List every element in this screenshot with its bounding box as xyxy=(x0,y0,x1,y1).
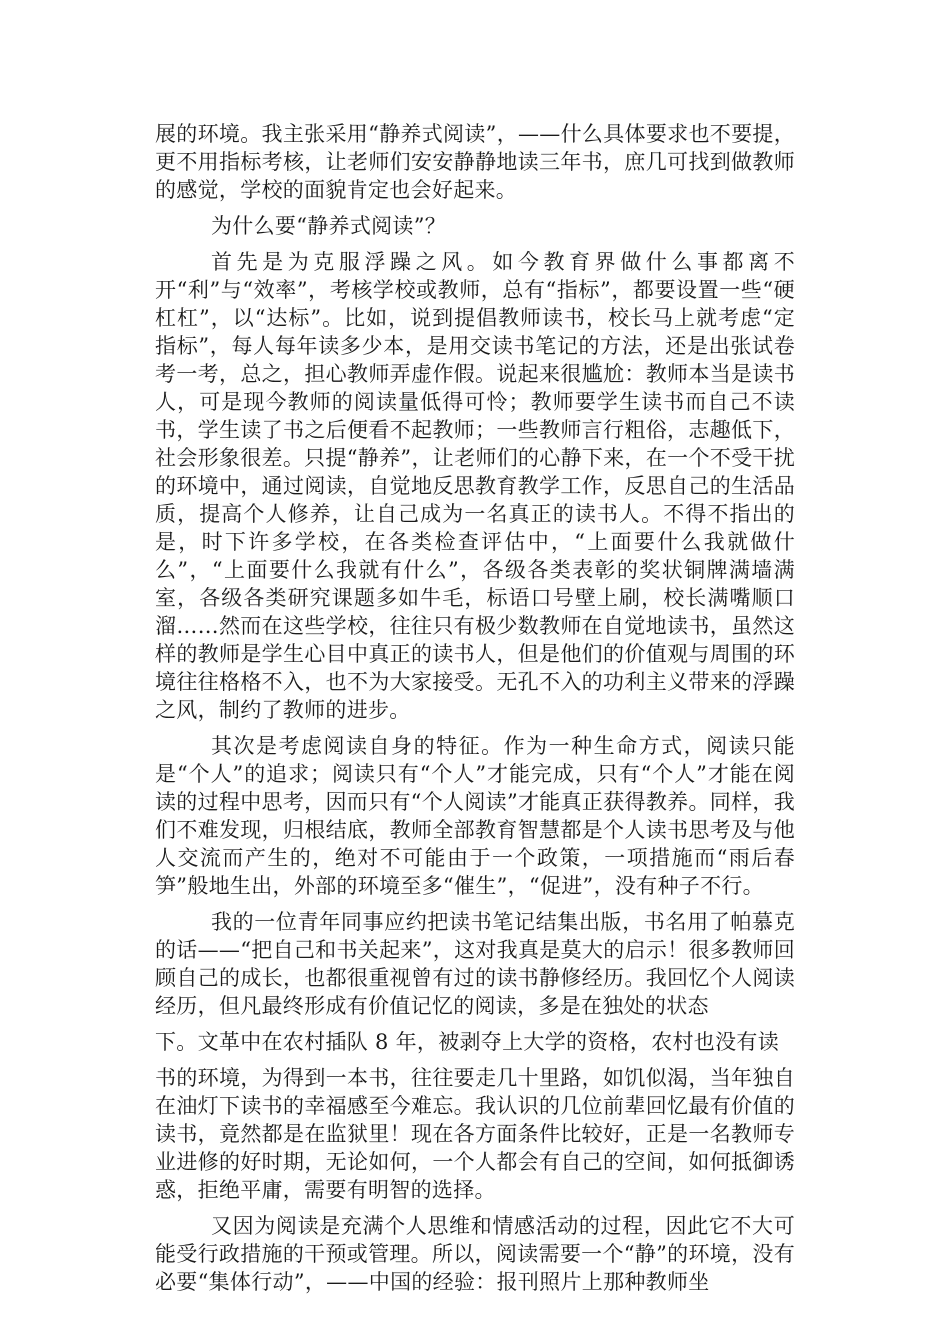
paragraph-4: 其次是考虑阅读自身的特征。作为一种生命方式，阅读只能是“个人”的追求；阅读只有“个人”才能完成，只有“个人”才能在阅读的过程中思考，因而只有“个人阅读”才能真正获得教养。同样，我们不难发现，归根结底，教师全部教育智慧都是个人读书思考及与他人交流而产生的，绝对不可能由于一个政策，一项措施而“雨后春笋”般地生出，外部的环境至多“催生”，“促进”，没有种子不行。 xyxy=(155,734,795,898)
paragraph-5-continued: 书的环境，为得到一本书，往往要走几十里路，如饥似渴，当年独自在油灯下读书的幸福感至今难忘。我认识的几位前辈回忆最有价值的读书，竟然都是在监狱里！现在各方面条件比较好，正是一名教师专业进修的好时期，无论如何，一个人都会有自己的空间，如何抵御诱惑，拒绝平庸，需要有明智的选择。 xyxy=(155,1066,795,1202)
document-body xyxy=(155,120,795,1304)
paragraph-1: 展的环境。我主张采用“静养式阅读”，——什么具体要求也不要提，更不用指标考核，让老师们安安静静地读三年书，庶几可找到做教师的感觉，学校的面貌肯定也会好起来。 xyxy=(155,122,795,202)
paragraph-5-continued-line: 下。文革中在农村插队 8 年，被剥夺上大学的资格，农村也没有读 xyxy=(155,1030,780,1054)
paragraph-5: 我的一位青年同事应约把读书笔记结集出版，书名用了帕慕克的话——“把自己和书关起来”，这对我真是莫大的启示！很多教师回顾自己的成长，也都很重视曾有过的读书静修经历。我回忆个人阅读经历，但凡最终形成有价值记忆的阅读，多是在独处的状态 xyxy=(155,910,795,1018)
paragraph-6: 又因为阅读是充满个人思维和情感活动的过程，因此它不大可能受行政措施的干预或管理。所以，阅读需要一个“静”的环境，没有必要“集体行动”，——中国的经验：报刊照片上那种教师坐 xyxy=(155,1214,795,1294)
paragraph-heading-question: 为什么要“静养式阅读”？ xyxy=(211,214,447,238)
paragraph-3: 首先是为克服浮躁之风。如今教育界做什么事都离不开“利”与“效率”，考核学校或教师，总有“指标”，都要设置一些“硬杠杠”，以“达标”。比如，说到提倡教师读书，校长马上就考虑“定指标”，每人每年读多少本，是用交读书笔记的方法，还是出张试卷考一考，总之，担心教师弄虚作假。说起来很尴尬：教师本当是读书人，可是现今教师的阅读量低得可怜；教师要学生读书而自己不读书，学生读了书之后便看不起教师；一些教师言行粗俗，志趣低下，社会形象很差。只提“静养”，让老师们的心静下来，在一个不受干扰的环境中，通过阅读，自觉地反思教育教学工作，反思自己的生活品质，提高个人修养，让自己成为一名真正的读书人。不得不指出的是，时下许多学校，在各类检查评估中，“上面要什么我就做什么”，“上面要什么我就有什么”，各级各类表彰的奖状铜牌满墙满室，各级各类研究课题多如牛毛，标语口号壁上刷，校长满嘴顺口溜……然而在这些学校，往往只有极少数教师在自觉地读书，虽然这样的教师是学生心目中真正的读书人，但是他们的价值观与周围的环境往往格格不入，也不为大家接受。无孔不入的功利主义带来的浮躁之风，制约了教师的进步。 xyxy=(155,250,795,722)
